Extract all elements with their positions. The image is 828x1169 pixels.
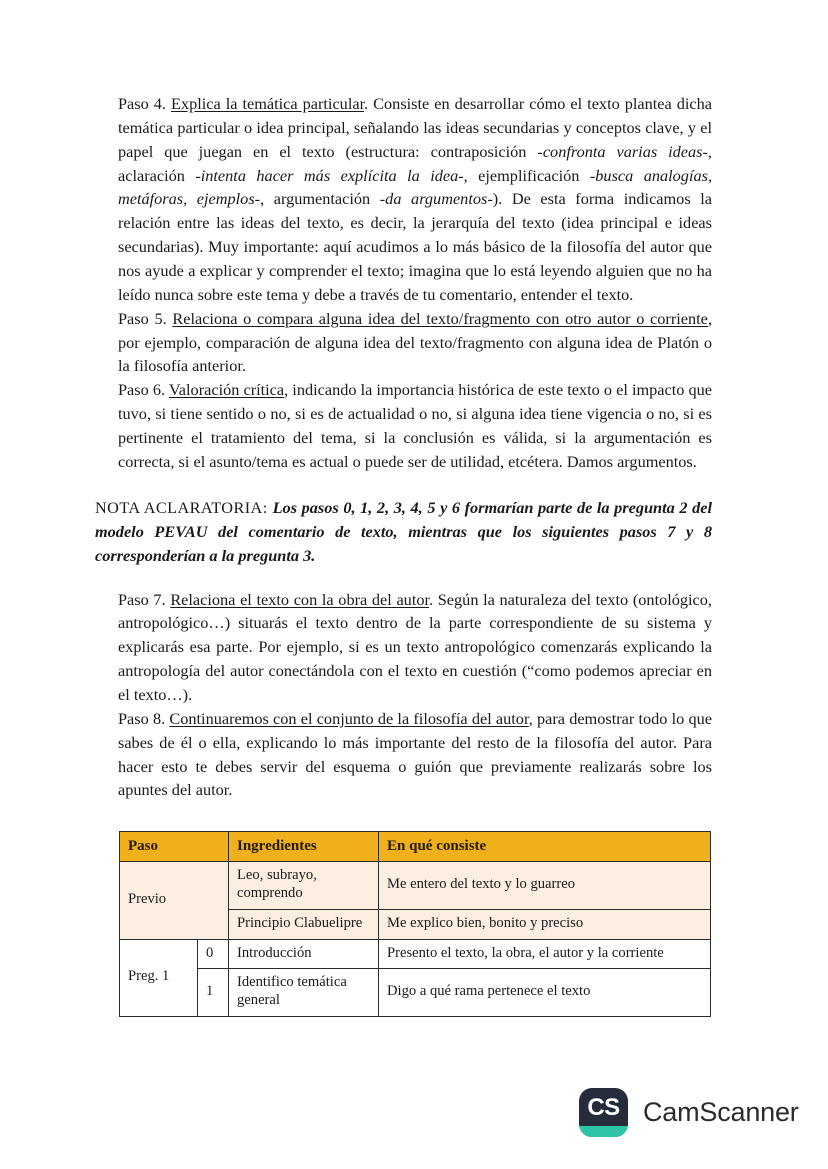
paso-8-heading: Continuaremos con el conjunto de la filosofía del autor xyxy=(169,708,529,728)
camscanner-wordmark: CamScanner xyxy=(643,1097,799,1127)
paso-6-body-1: , indicando la importancia histórica de este texto o el impacto que tuvo, si tiene sentido o no, si es de actualidad o no, si alguna idea tiene vigencia o no, si es pertinente el tratamiento del tema, si la conclusión es válida, si la argumentación es correcta, si el asunto/tema es actual o puede ser de utilidad, etcétera. Damos argumentos. xyxy=(118,380,712,471)
paragraph-paso-8 xyxy=(95,707,712,802)
paso-8-number: Paso 8. xyxy=(118,708,166,728)
paso-6-number: Paso 6. xyxy=(118,380,166,400)
paso-8-body-1: , para demostrar todo lo que sabes de él o ella, explicando lo más importante del resto de la filosofía del autor. Para hacer esto te debes servir del esquema o guión que previamente realizarás sobre los apuntes del autor. xyxy=(118,708,712,800)
table-cell-group-previo: Previo xyxy=(120,862,229,939)
table-row xyxy=(120,969,711,1017)
paso-4-body-5: ). De esta forma indicamos la relación entre las ideas del texto, es decir, la jerarquía del texto (idea principal e ideas secundarias). Muy importante: aquí acudimos a lo más básico de la filosofía del autor que nos ayude a explicar y comprender el texto; imagina que lo está leyendo alguien que no ha leído nunca sobre este tema y debe a través de tu comentario, entender el texto. xyxy=(118,189,712,304)
table-cell-ingredientes: Introducción xyxy=(229,939,379,969)
paso-4-emphasis-3: -busca analogías, metáforas, ejemplos- xyxy=(118,165,713,209)
table-row xyxy=(120,862,711,910)
paso-4-emphasis-1: -confronta varias ideas- xyxy=(537,141,708,161)
table-cell-consiste: Me entero del texto y lo guarreo xyxy=(379,862,711,910)
summary-table xyxy=(119,831,711,1017)
paragraph-paso-5 xyxy=(95,307,712,379)
table-header-paso: Paso xyxy=(120,832,229,862)
camscanner-stripe xyxy=(579,1126,628,1137)
paragraph-paso-7 xyxy=(95,588,712,707)
paso-5-heading: Relaciona o compara alguna idea del texto/fragmento con otro autor o corriente xyxy=(172,308,708,328)
document-body xyxy=(95,92,712,802)
table-cell-ingredientes: Principio Clabuelipre xyxy=(229,909,379,939)
paso-4-body-4: , argumentación xyxy=(260,189,380,209)
paso-4-body-1: . Consiste en desarrollar cómo el texto plantea dicha temática particular o idea principal, señalando las ideas secundarias y conceptos clave, y el papel que juegan en el texto (estructura: contraposición xyxy=(118,94,713,161)
camscanner-badge-text: CS xyxy=(587,1094,620,1121)
table-cell-consiste: Me explico bien, bonito y preciso xyxy=(379,909,711,939)
paso-4-heading: Explica la temática particular xyxy=(171,94,365,113)
table-header-ingredientes: Ingredientes xyxy=(229,832,379,862)
nota-aclaratoria xyxy=(95,496,712,568)
table-row xyxy=(120,939,711,969)
paragraph-paso-6 xyxy=(95,378,712,473)
paso-4-emphasis-4: -da argumentos- xyxy=(379,189,493,209)
paso-6-heading: Valoración crítica xyxy=(168,380,285,400)
pasos-group-lower xyxy=(95,588,712,803)
table-cell-ingredientes: Identifico temática general xyxy=(229,969,379,1017)
table-cell-ingredientes: Leo, subrayo, comprendo xyxy=(229,862,379,910)
camscanner-watermark xyxy=(579,1088,799,1137)
summary-table-wrapper xyxy=(119,831,710,1017)
table-cell-consiste: Presento el texto, la obra, el autor y la corriente xyxy=(379,939,711,969)
table-body xyxy=(120,862,711,1017)
paso-7-body-1: . Según la naturaleza del texto (ontológico, antropológico…) situarás el texto dentro de la parte correspondiente de su sistema y explicarás esa parte. Por ejemplo, si es un texto antropológico comenzarás explicando la antropología del autor conectándola con el texto en cuestión (“como podemos apreciar en el texto…). xyxy=(118,589,712,705)
camscanner-logo-icon xyxy=(579,1088,628,1137)
paso-4-body-2: , aclaración xyxy=(118,141,712,185)
table-cell-step-number: 0 xyxy=(198,939,229,969)
nota-label: NOTA ACLARATORIA: xyxy=(95,497,273,517)
paso-4-body-3: , ejemplificación xyxy=(463,165,590,185)
table-cell-step-number: 1 xyxy=(198,969,229,1017)
paso-5-number: Paso 5. xyxy=(118,308,167,328)
paso-7-heading: Relaciona el texto con la obra del autor xyxy=(170,589,430,609)
paso-4-emphasis-2: -intenta hacer más explícita la idea- xyxy=(195,165,464,185)
table-header-consiste: En qué consiste xyxy=(379,832,711,862)
paso-5-body-1: , por ejemplo, comparación de alguna idea del texto/fragmento con alguna idea de Platón o la filosofía anterior. xyxy=(118,308,712,376)
table-cell-consiste: Digo a qué rama pertenece el texto xyxy=(379,969,711,1017)
paragraph-paso-4 xyxy=(95,92,712,307)
table-cell-group-preg1: Preg. 1 xyxy=(120,939,198,1016)
paso-4-number: Paso 4. xyxy=(118,94,166,113)
paso-7-number: Paso 7. xyxy=(118,589,166,609)
pasos-group-upper xyxy=(95,92,712,474)
table-header-row xyxy=(120,832,711,862)
table-head xyxy=(120,832,711,862)
nota-body: Los pasos 0, 1, 2, 3, 4, 5 y 6 formarían parte de la pregunta 2 del modelo PEVAU del comentario de texto, mientras que los siguientes pasos 7 y 8 corresponderían a la pregunta 3. xyxy=(95,497,712,565)
